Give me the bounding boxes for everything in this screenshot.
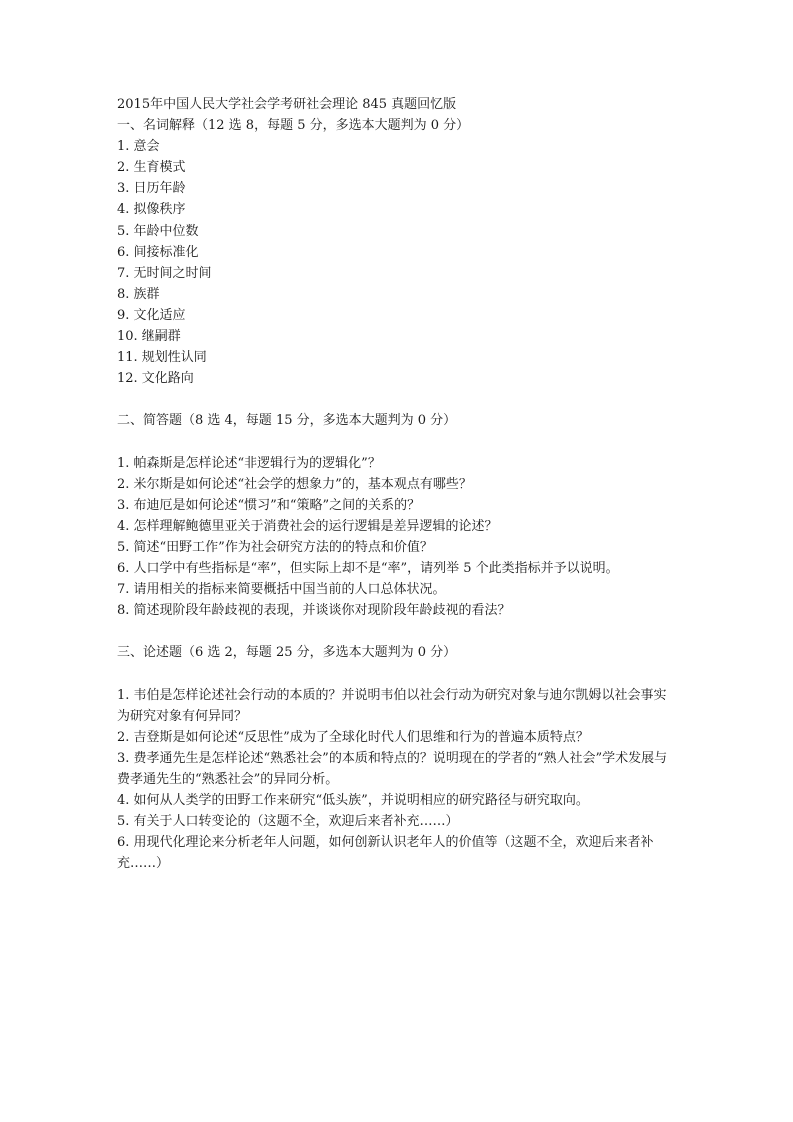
term-item: 1. 意会 (117, 139, 160, 155)
term-item: 7. 无时间之时间 (117, 265, 212, 281)
term-item: 6. 间接标准化 (117, 244, 199, 260)
term-item: 5. 年龄中位数 (117, 223, 199, 239)
essay-item: 4. 如何从人类学的田野工作来研究“低头族”，并说明相应的研究路径与研究取向。 (117, 793, 589, 809)
spacer (117, 664, 677, 685)
section-heading-essay: 三、论述题（6 选 2，每题 25 分，多选本大题判为 0 分） (117, 645, 457, 661)
term-item: 11. 规划性认同 (117, 350, 207, 366)
short-answer-item: 6. 人口学中有些指标是“率”，但实际上却不是“率”，请列举 5 个此类指标并予以说明。 (117, 561, 619, 577)
section-heading-short-answer: 二、简答题（8 选 4，每题 15 分，多选本大题判为 0 分） (117, 413, 457, 429)
term-item: 2. 生育模式 (117, 160, 186, 176)
section-heading-terms: 一、名词解释（12 选 8，每题 5 分，多选本大题判为 0 分） (117, 118, 470, 134)
spacer (117, 389, 677, 410)
term-item: 4. 拟像秩序 (117, 202, 186, 218)
short-answer-item: 1. 帕森斯是怎样论述“非逻辑行为的逻辑化”？ (117, 455, 381, 471)
term-item: 12. 文化路向 (117, 371, 194, 387)
short-answer-item: 7. 请用相关的指标来简要概括中国当前的人口总体状况。 (117, 582, 446, 598)
essay-item: 1. 韦伯是怎样论述社会行动的本质的？并说明韦伯以社会行动为研究对象与迪尔凯姆以社会事实为研究对象有何异同？ (117, 687, 667, 724)
document-title: 2015年中国人民大学社会学考研社会理论 845 真题回忆版 (117, 97, 457, 112)
document-page (117, 94, 677, 874)
spacer (117, 432, 677, 453)
essay-item: 6. 用现代化理论来分析老年人问题，如何创新认识老年人的价值等（这题不全，欢迎后来者补充……） (117, 835, 654, 872)
term-item: 9. 文化适应 (117, 307, 186, 323)
term-item: 3. 日历年龄 (117, 181, 186, 197)
essay-item: 3. 费孝通先生是怎样论述“熟悉社会”的本质和特点的？说明现在的学者的“熟人社会”学术发展与费孝通先生的“熟悉社会”的异同分析。 (117, 750, 668, 787)
short-answer-item: 3. 布迪厄是如何论述“惯习”和“策略”之间的关系的？ (117, 497, 421, 513)
essay-item: 5. 有关于人口转变论的（这题不全，欢迎后来者补充……） (117, 814, 459, 830)
spacer (117, 621, 677, 642)
term-item: 8. 族群 (117, 286, 160, 302)
short-answer-item: 5. 简述“田野工作”作为社会研究方法的的特点和价值？ (117, 539, 433, 555)
essay-item: 2. 吉登斯是如何论述“反思性”成为了全球化时代人们思维和行为的普遍本质特点？ (117, 729, 589, 745)
term-item: 10. 继嗣群 (117, 329, 181, 345)
short-answer-item: 8. 简述现阶段年龄歧视的表现，并谈谈你对现阶段年龄歧视的看法？ (117, 603, 511, 619)
short-answer-item: 2. 米尔斯是如何论述“社会学的想象力”的，基本观点有哪些？ (117, 476, 472, 492)
short-answer-item: 4. 怎样理解鲍德里亚关于消费社会的运行逻辑是差异逻辑的论述？ (117, 518, 498, 534)
